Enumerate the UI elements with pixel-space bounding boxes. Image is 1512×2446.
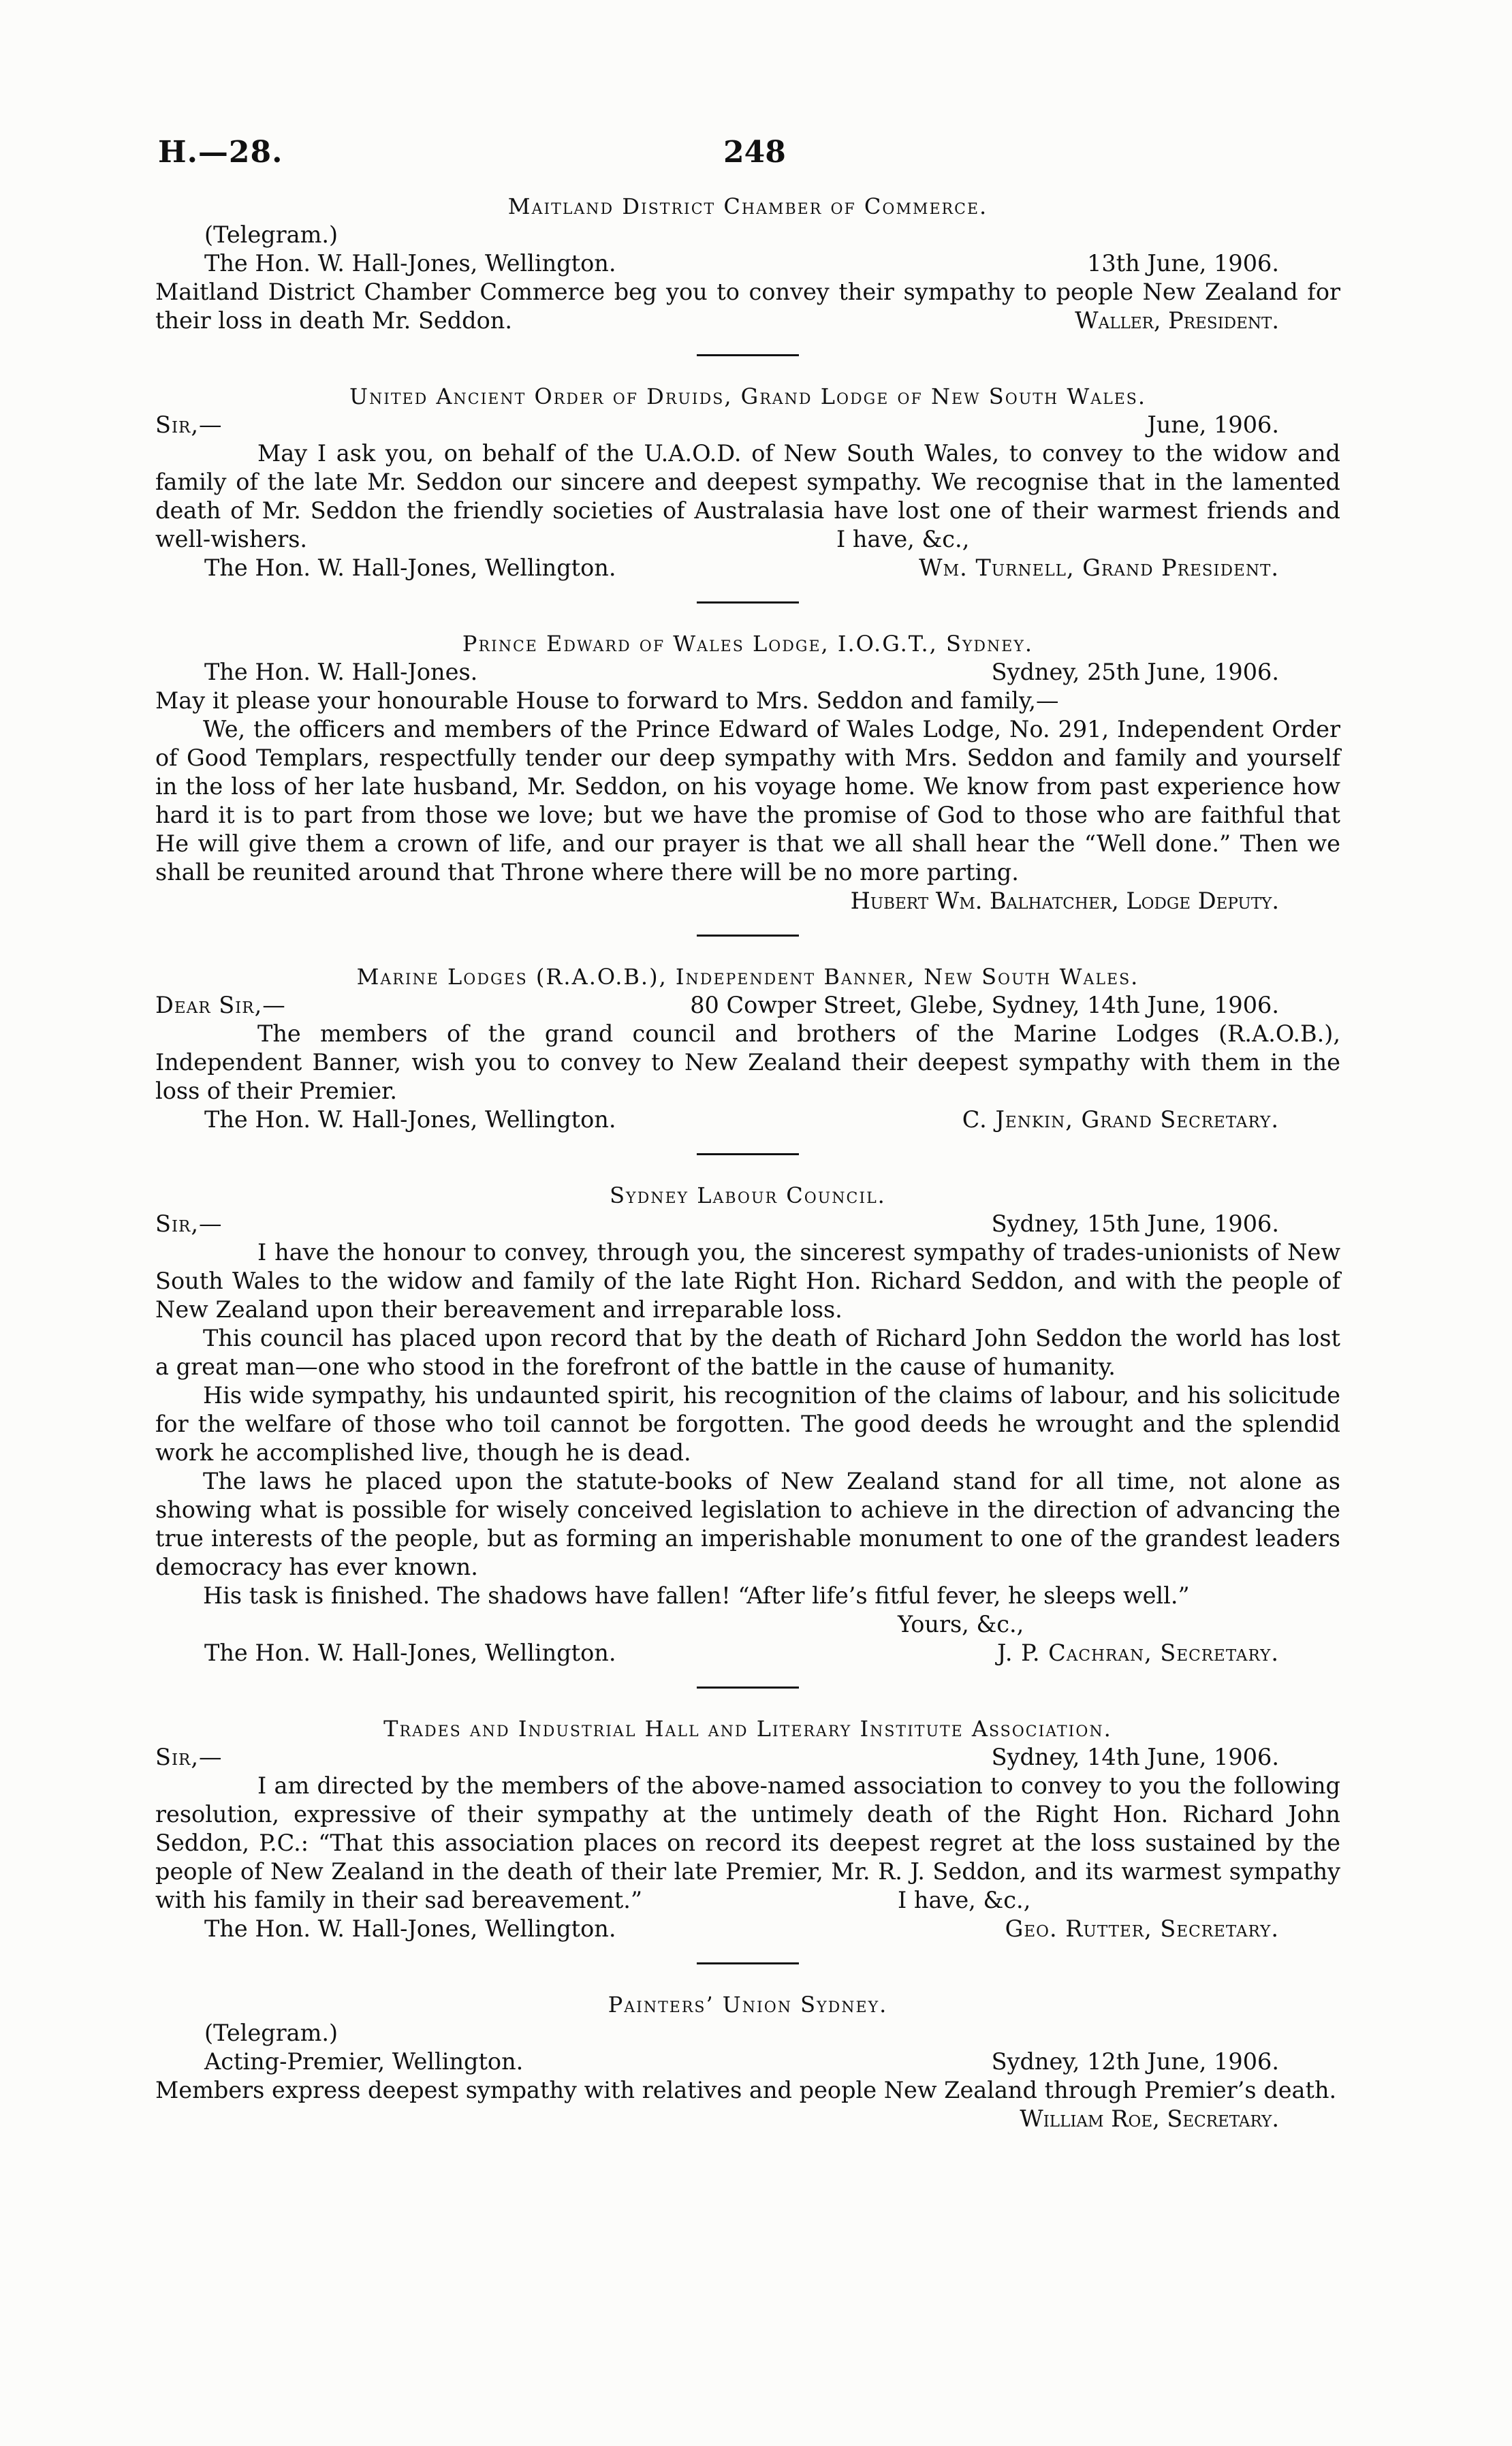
- section-heading: Marine Lodges (R.A.O.B.), Independent Banner, New South Wales.: [356, 964, 1139, 990]
- letter-date: Sydney, 12th June, 1906.: [991, 2048, 1279, 2075]
- section-divider: [697, 354, 799, 356]
- section-heading: Prince Edward of Wales Lodge, I.O.G.T., Sydney.: [462, 631, 1034, 657]
- section-divider: [697, 601, 799, 603]
- letter-body: I am directed by the members of the above-named association to convey to you the following resolution, expressive of their sympathy at the untimely death of the Right Hon. Richard John Seddon, P.C.: “That this association places on record its deepest regret at the loss sustained by the people of New Zealand in the death of their late Premier, Mr. R. J. Seddon, and its warmest sympathy with his family in their sad bereavement.”: [155, 1772, 1340, 1913]
- letter-body: May I ask you, on behalf of the U.A.O.D. of New South Wales, to convey to the widow and family of the late Mr. Seddon our sincere and deepest sympathy. We recognise that in the lamented death of Mr. Seddon the friendly societies of Australasia have lost one of their warmest friends and well-wishers.: [155, 440, 1340, 552]
- section-heading: Trades and Industrial Hall and Literary Institute Association.: [383, 1716, 1112, 1742]
- section-trades-hall: [155, 1714, 1340, 1964]
- paper-reference: H.—28.: [158, 135, 283, 170]
- letter-date: 13th June, 1906.: [1087, 250, 1279, 277]
- section-druids: [155, 382, 1340, 603]
- letter-date: Sydney, 14th June, 1906.: [991, 1744, 1279, 1770]
- addressee: The Hon. W. Hall-Jones, Wellington.: [204, 1640, 616, 1666]
- addressee: The Hon. W. Hall-Jones, Wellington.: [204, 250, 616, 277]
- section-divider: [697, 1153, 799, 1155]
- closing: I have, &c.,: [898, 1887, 1031, 1913]
- section-good-templars: [155, 629, 1340, 937]
- document-body: [155, 192, 1340, 2133]
- section-maitland: [155, 192, 1340, 356]
- signature: C. Jenkin, Grand Secretary.: [962, 1106, 1279, 1133]
- letter-date: Sydney, 25th June, 1906.: [991, 659, 1279, 685]
- salutation: Dear Sir,—: [155, 992, 286, 1018]
- section-heading: Sydney Labour Council.: [610, 1182, 886, 1208]
- telegram-label: (Telegram.): [204, 221, 338, 248]
- addressee: The Hon. W. Hall-Jones, Wellington.: [204, 1915, 616, 1942]
- addressee: Acting-Premier, Wellington.: [204, 2048, 524, 2075]
- letter-paragraph: His wide sympathy, his undaunted spirit, his recognition of the claims of labour, and his solicitude for the welfare of those who toil cannot be forgotten. The good deeds he wrought and the splendid work he accomplished live, though he is dead.: [155, 1382, 1340, 1466]
- page-number: 248: [723, 135, 786, 170]
- section-labour-council: [155, 1181, 1340, 1689]
- letter-body: Members express deepest sympathy with relatives and people New Zealand through Premier’s death.: [155, 2077, 1337, 2103]
- letter-body: We, the officers and members of the Prince Edward of Wales Lodge, No. 291, Independent Order of Good Templars, respectfully tender our deep sympathy with Mrs. Seddon and family and yourself in the loss of her late husband, Mr. Seddon, on his voyage home. We know from past experience how hard it is to part from those we love; but we have the promise of God to those who are faithful that He will give them a crown of life, and our prayer is that we all shall hear the “Well done.” Then we shall be reunited around that Throne where there will be no more parting.: [155, 716, 1340, 885]
- section-divider: [697, 1687, 799, 1689]
- section-marine-lodges: [155, 962, 1340, 1155]
- letter-paragraph: His task is finished. The shadows have fallen! “After life’s fitful fever, he sleeps well.”: [203, 1582, 1190, 1609]
- closing: I have, &c.,: [836, 526, 970, 552]
- signature: Waller, President.: [1075, 307, 1279, 334]
- letter-paragraph: The laws he placed upon the statute-books of New Zealand stand for all time, not alone as showing what is possible for wisely conceived legislation to achieve in the direction of advancing the true interests of the people, but as forming an imperishable monument to one of the grandest leaders democracy has ever known.: [155, 1468, 1340, 1580]
- section-painters-union: [155, 1990, 1340, 2133]
- signature: J. P. Cachran, Secretary.: [996, 1640, 1279, 1666]
- salutation: Sir,—: [155, 1744, 223, 1770]
- salutation: Sir,—: [155, 411, 223, 438]
- addressee: The Hon. W. Hall-Jones.: [204, 659, 478, 685]
- section-divider: [697, 935, 799, 937]
- letter-date: Sydney, 15th June, 1906.: [991, 1210, 1279, 1237]
- section-divider: [697, 1962, 799, 1964]
- section-heading: Painters’ Union Sydney.: [608, 1992, 888, 2018]
- letter-body: The members of the grand council and brothers of the Marine Lodges (R.A.O.B.), Independent Banner, wish you to convey to New Zealand their deepest sympathy with them in the loss of their Premier.: [155, 1020, 1340, 1104]
- section-heading: United Ancient Order of Druids, Grand Lodge of New South Wales.: [349, 383, 1147, 409]
- letter-date: 80 Cowper Street, Glebe, Sydney, 14th June, 1906.: [690, 992, 1279, 1018]
- telegram-label: (Telegram.): [204, 2020, 338, 2046]
- letter-body: Maitland District Chamber Commerce beg you to convey their sympathy to people New Zealand for their loss in death Mr. Seddon.: [155, 279, 1340, 334]
- salutation: Sir,—: [155, 1210, 223, 1237]
- letter-opening: May it please your honourable House to forward to Mrs. Seddon and family,—: [155, 687, 1059, 714]
- signature: Hubert Wm. Balhatcher, Lodge Deputy.: [850, 888, 1279, 914]
- signature: Geo. Rutter, Secretary.: [1005, 1915, 1279, 1942]
- letter-paragraph: I have the honour to convey, through you, the sincerest sympathy of trades-unionists of New South Wales to the widow and family of the late Right Hon. Richard Seddon, and with the people of New Zealand upon their bereavement and irreparable loss.: [155, 1239, 1340, 1323]
- section-heading: Maitland District Chamber of Commerce.: [507, 193, 988, 219]
- addressee: The Hon. W. Hall-Jones, Wellington.: [204, 554, 616, 581]
- letter-paragraph: This council has placed upon record that by the death of Richard John Seddon the world has lost a great man—one who stood in the forefront of the battle in the cause of humanity.: [155, 1325, 1340, 1380]
- signature: Wm. Turnell, Grand President.: [919, 554, 1279, 581]
- letter-date: June, 1906.: [1147, 411, 1279, 438]
- addressee: The Hon. W. Hall-Jones, Wellington.: [204, 1106, 616, 1133]
- signature: William Roe, Secretary.: [1020, 2105, 1279, 2132]
- closing: Yours, &c.,: [898, 1611, 1024, 1637]
